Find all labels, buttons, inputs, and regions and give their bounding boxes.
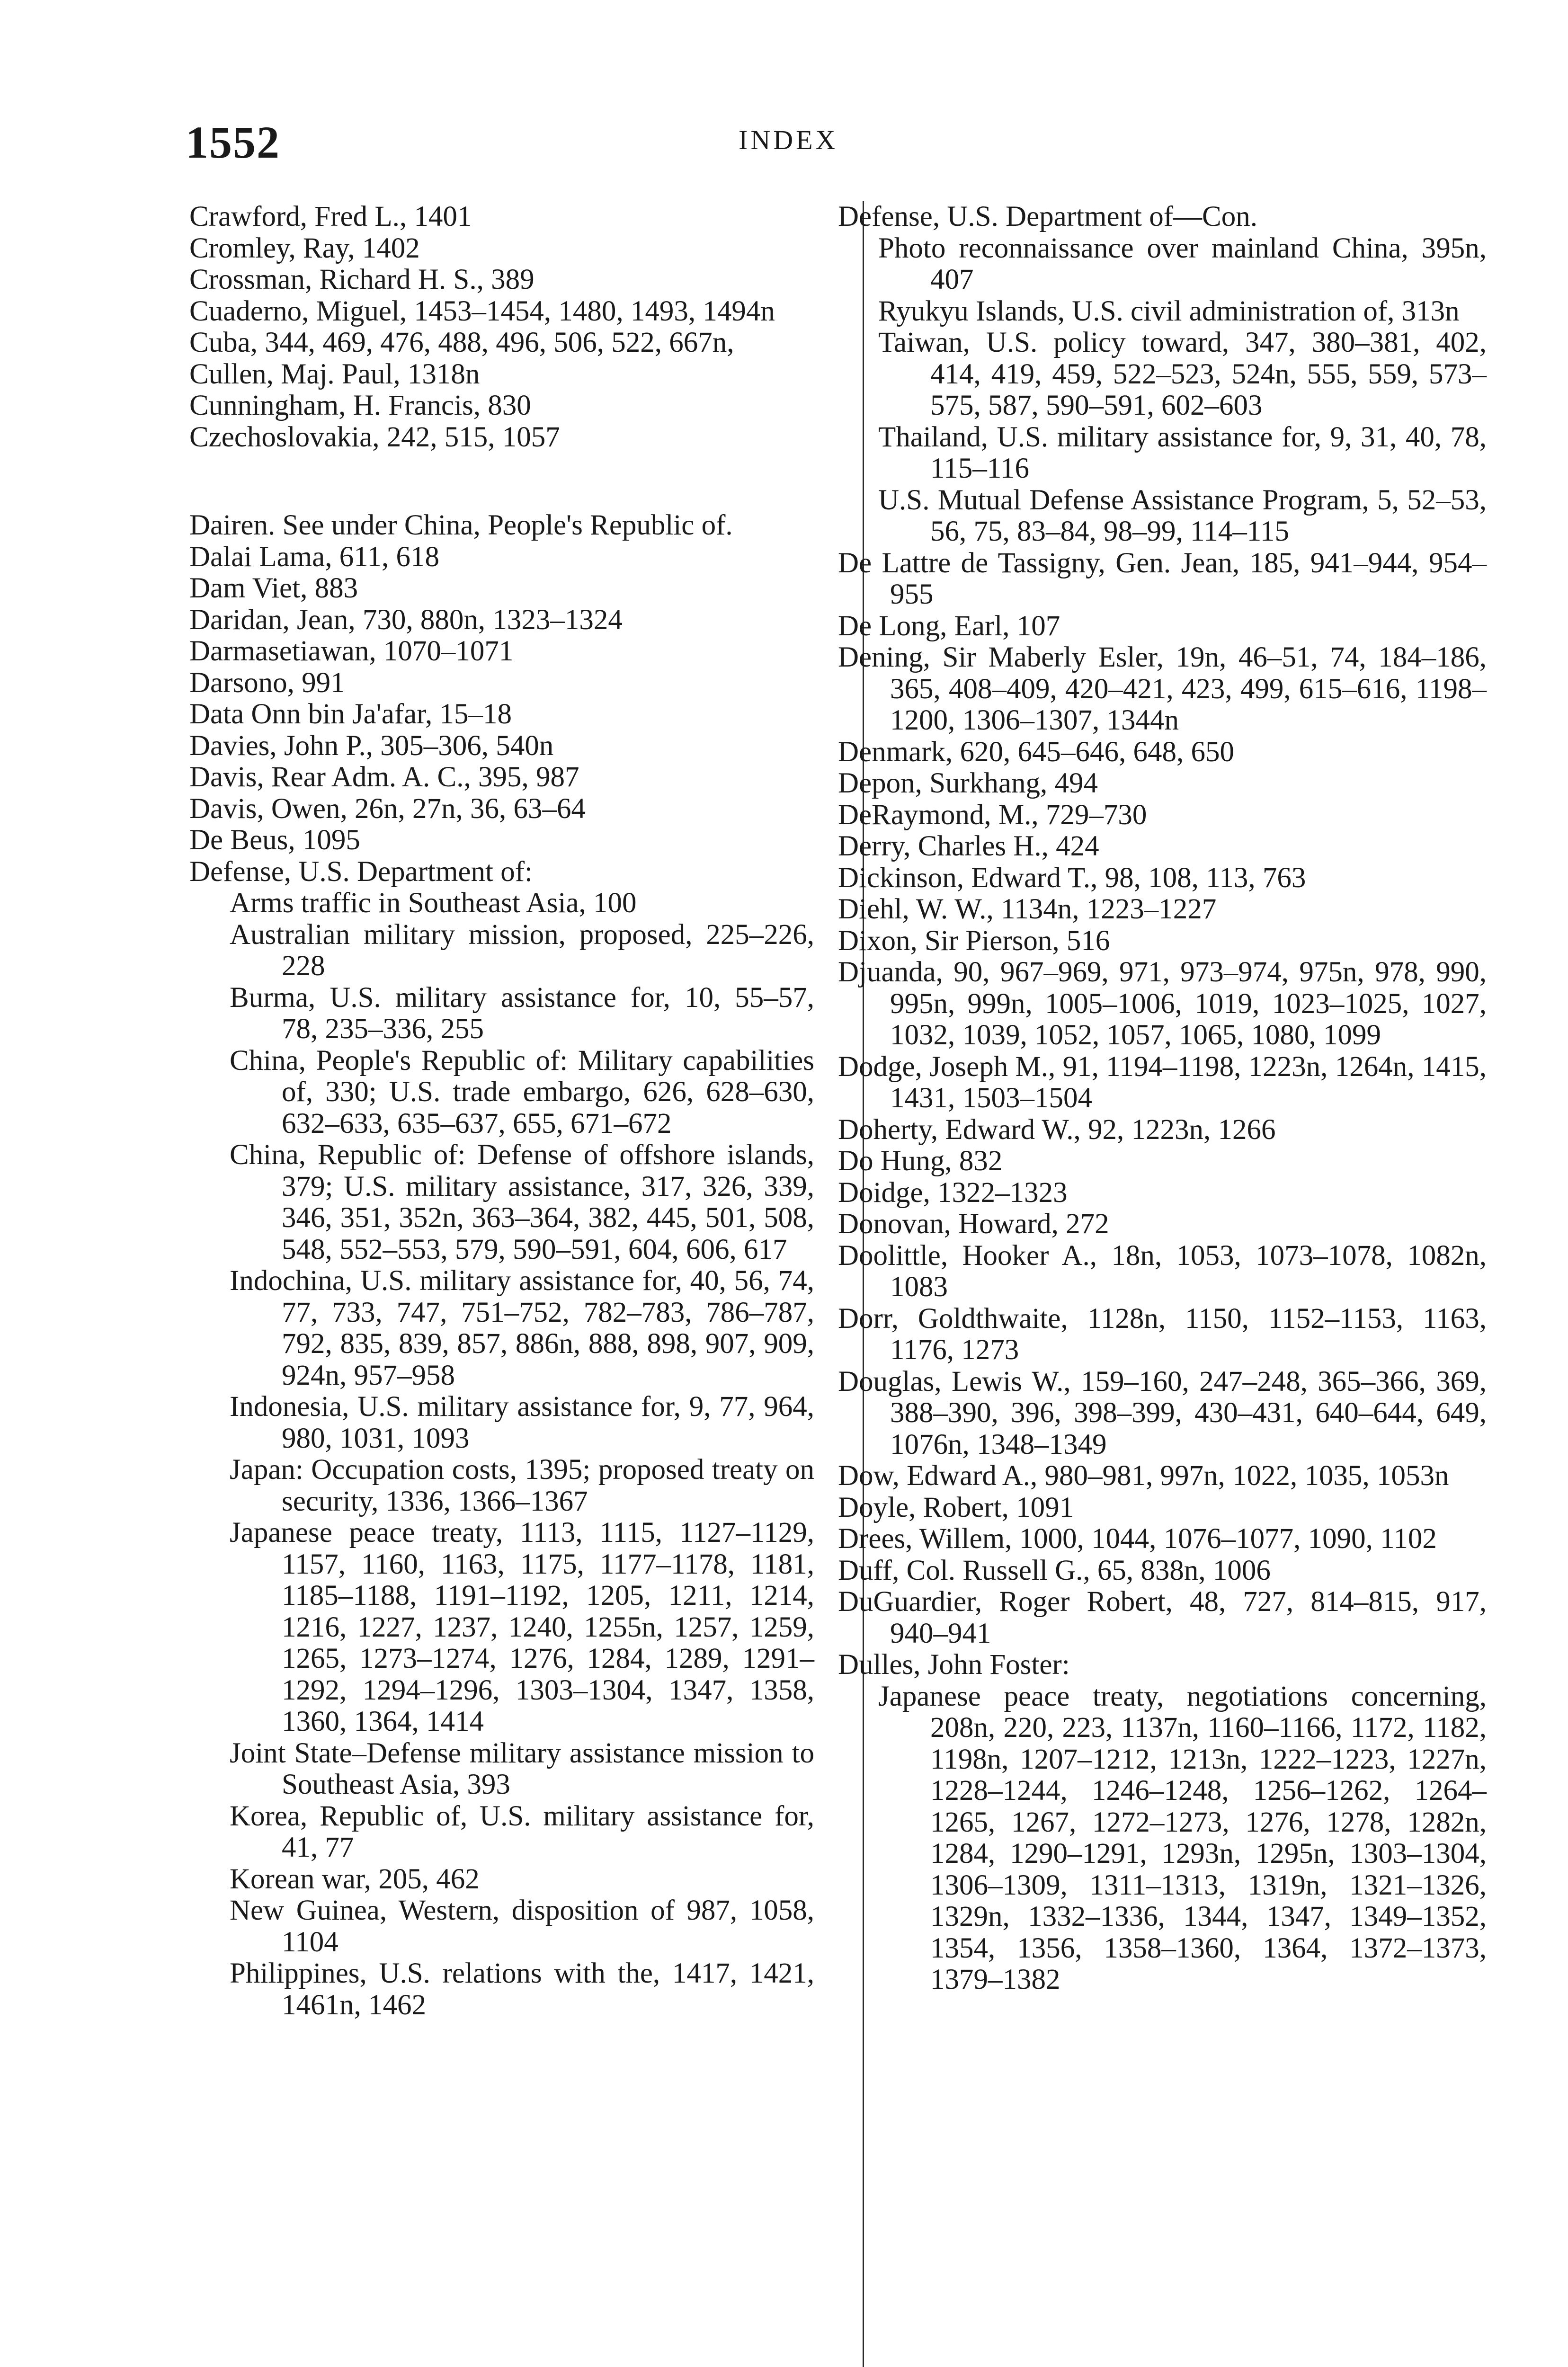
index-entry: Darsono, 991 — [189, 667, 345, 699]
index-entry: Doolittle, Hooker A., 18n, 1053, 1073–1078, 1082n, 1083 — [838, 1239, 1487, 1303]
index-entry: Drees, Willem, 1000, 1044, 1076–1077, 1090, 1102 — [838, 1523, 1437, 1555]
index-entry: Douglas, Lewis W., 159–160, 247–248, 365–366, 369, 388–390, 396, 398–399, 430–431, 640–644, 649, 1076n, 1348–1349 — [838, 1365, 1487, 1460]
index-entry: Diehl, W. W., 1134n, 1223–1227 — [838, 893, 1217, 925]
index-entry: Czechoslovakia, 242, 515, 1057 — [189, 421, 560, 453]
index-entry: Cuaderno, Miguel, 1453–1454, 1480, 1493, 1494n — [189, 295, 775, 327]
index-subentry: Japanese peace treaty, 1113, 1115, 1127–1129, 1157, 1160, 1163, 1175, 1177–1178, 1181, 1185–1188, 1191–1192, 1205, 1211, 1214, 1216, 1227, 1237, 1240, 1255n, 1257, 1259, 1265, 1273–1274, 1276, 1284, 1289, 1291–1292, 1294–1296, 1303–1304, 1347, 1358, 1360, 1364, 1414 — [230, 1517, 814, 1737]
index-entry: Depon, Surkhang, 494 — [838, 767, 1098, 799]
index-entry: Dam Viet, 883 — [189, 572, 358, 604]
index-subentry: Australian military mission, proposed, 225–226, 228 — [230, 918, 814, 982]
index-subentry: Photo reconnaissance over mainland China, 395n, 407 — [878, 232, 1487, 295]
index-entry: Dixon, Sir Pierson, 516 — [838, 925, 1110, 957]
section-gap — [189, 453, 814, 510]
index-subentry: Ryukyu Islands, U.S. civil administration of, 313n — [878, 295, 1460, 327]
index-subentry: New Guinea, Western, disposition of 987, 1058, 1104 — [230, 1895, 814, 1958]
index-entry: Dodge, Joseph M., 91, 1194–1198, 1223n, 1264n, 1415, 1431, 1503–1504 — [838, 1050, 1487, 1114]
index-entry: Derry, Charles H., 424 — [838, 830, 1099, 862]
index-subentry: China, People's Republic of: Military capabilities of, 330; U.S. trade embargo, 626, 628–630, 632–633, 635–637, 655, 671–672 — [230, 1044, 814, 1139]
index-entry: Dalai Lama, 611, 618 — [189, 541, 439, 573]
index-subentry: Philippines, U.S. relations with the, 1417, 1421, 1461n, 1462 — [230, 1958, 814, 2021]
index-entry: Defense, U.S. Department of—Con. — [838, 201, 1257, 232]
index-subentry: Korean war, 205, 462 — [230, 1863, 480, 1895]
index-entry: Daridan, Jean, 730, 880n, 1323–1324 — [189, 604, 623, 636]
index-column-right — [838, 201, 1487, 1996]
index-entry: Dickinson, Edward T., 98, 108, 113, 763 — [838, 862, 1306, 894]
index-entry: DeRaymond, M., 729–730 — [838, 799, 1147, 831]
index-entry: Cullen, Maj. Paul, 1318n — [189, 358, 480, 390]
index-entry: Dow, Edward A., 980–981, 997n, 1022, 1035, 1053n — [838, 1460, 1449, 1492]
index-entry: Crossman, Richard H. S., 389 — [189, 264, 535, 295]
index-entry: Djuanda, 90, 967–969, 971, 973–974, 975n, 978, 990, 995n, 999n, 1005–1006, 1019, 1023–1025, 1027, 1032, 1039, 1052, 1057, 1065, 1080, 1099 — [838, 956, 1487, 1051]
index-subentry: Arms traffic in Southeast Asia, 100 — [230, 887, 637, 919]
index-subentry: Korea, Republic of, U.S. military assistance for, 41, 77 — [230, 1800, 814, 1863]
index-column-left — [189, 201, 814, 2021]
index-entry: Do Hung, 832 — [838, 1145, 1003, 1177]
index-subentry: Japan: Occupation costs, 1395; proposed treaty on security, 1336, 1366–1367 — [230, 1454, 814, 1517]
page-number: 1552 — [186, 117, 280, 168]
index-entry: Cunningham, H. Francis, 830 — [189, 390, 531, 421]
index-entry: Crawford, Fred L., 1401 — [189, 201, 472, 232]
index-entry: Dairen. See under China, People's Republic of. — [189, 509, 733, 541]
index-subentry: China, Republic of: Defense of offshore islands, 379; U.S. military assistance, 317, 326, 339, 346, 351, 352n, 363–364, 382, 445, 501, 508, 548, 552–553, 579, 590–591, 604, 606, 617 — [230, 1139, 814, 1265]
index-subentry: U.S. Mutual Defense Assistance Program, 5, 52–53, 56, 75, 83–84, 98–99, 114–115 — [878, 484, 1487, 547]
index-entry: DuGuardier, Roger Robert, 48, 727, 814–815, 917, 940–941 — [838, 1586, 1487, 1649]
index-entry: Doherty, Edward W., 92, 1223n, 1266 — [838, 1113, 1276, 1146]
index-entry: Davies, John P., 305–306, 540n — [189, 730, 554, 762]
index-subentry: Thailand, U.S. military assistance for, 9, 31, 40, 78, 115–116 — [878, 421, 1487, 484]
index-entry: Dulles, John Foster: — [838, 1649, 1070, 1681]
index-subentry: Indonesia, U.S. military assistance for, 9, 77, 964, 980, 1031, 1093 — [230, 1391, 814, 1454]
index-subentry: Joint State–Defense military assistance mission to Southeast Asia, 393 — [230, 1737, 814, 1800]
index-entry: Dorr, Goldthwaite, 1128n, 1150, 1152–1153, 1163, 1176, 1273 — [838, 1302, 1487, 1366]
index-entry: Cromley, Ray, 1402 — [189, 232, 420, 264]
running-head: INDEX — [739, 125, 838, 155]
index-entry: Duff, Col. Russell G., 65, 838n, 1006 — [838, 1554, 1271, 1586]
index-entry: Data Onn bin Ja'afar, 15–18 — [189, 698, 512, 730]
index-entry: Davis, Rear Adm. A. C., 395, 987 — [189, 761, 579, 793]
index-entry: Davis, Owen, 26n, 27n, 36, 63–64 — [189, 792, 586, 825]
index-entry: De Long, Earl, 107 — [838, 610, 1060, 642]
index-entry: Denmark, 620, 645–646, 648, 650 — [838, 736, 1234, 768]
index-subentry: Indochina, U.S. military assistance for, 40, 56, 74, 77, 733, 747, 751–752, 782–783, 786–787, 792, 835, 839, 857, 886n, 888, 898, 907, 909, 924n, 957–958 — [230, 1265, 814, 1391]
index-entry: Donovan, Howard, 272 — [838, 1208, 1109, 1240]
index-subentry: Burma, U.S. military assistance for, 10, 55–57, 78, 235–336, 255 — [230, 981, 814, 1045]
index-subentry: Japanese peace treaty, negotiations concerning, 208n, 220, 223, 1137n, 1160–1166, 1172, 1182, 1198n, 1207–1212, 1213n, 1222–1223, 1227n, 1228–1244, 1246–1248, 1256–1262, 1264–1265, 1267, 1272–1273, 1276, 1278, 1282n, 1284, 1290–1291, 1293n, 1295n, 1303–1304, 1306–1309, 1311–1313, 1319n, 1321–1326, 1329n, 1332–1336, 1344, 1347, 1349–1352, 1354, 1356, 1358–1360, 1364, 1372–1373, 1379–1382 — [878, 1680, 1487, 1995]
index-entry: Doyle, Robert, 1091 — [838, 1491, 1074, 1523]
index-subentry: Taiwan, U.S. policy toward, 347, 380–381, 402, 414, 419, 459, 522–523, 524n, 555, 559, 573–575, 587, 590–591, 602–603 — [878, 327, 1487, 421]
index-entry: Doidge, 1322–1323 — [838, 1176, 1068, 1209]
index-entry: De Lattre de Tassigny, Gen. Jean, 185, 941–944, 954–955 — [838, 547, 1487, 610]
index-entry: Defense, U.S. Department of: — [189, 855, 533, 888]
index-entry: Darmasetiawan, 1070–1071 — [189, 635, 514, 667]
index-entry: De Beus, 1095 — [189, 824, 360, 856]
index-entry: Dening, Sir Maberly Esler, 19n, 46–51, 74, 184–186, 365, 408–409, 420–421, 423, 499, 615–616, 1198–1200, 1306–1307, 1344n — [838, 641, 1487, 736]
index-entry: Cuba, 344, 469, 476, 488, 496, 506, 522, 667n, — [189, 327, 734, 358]
